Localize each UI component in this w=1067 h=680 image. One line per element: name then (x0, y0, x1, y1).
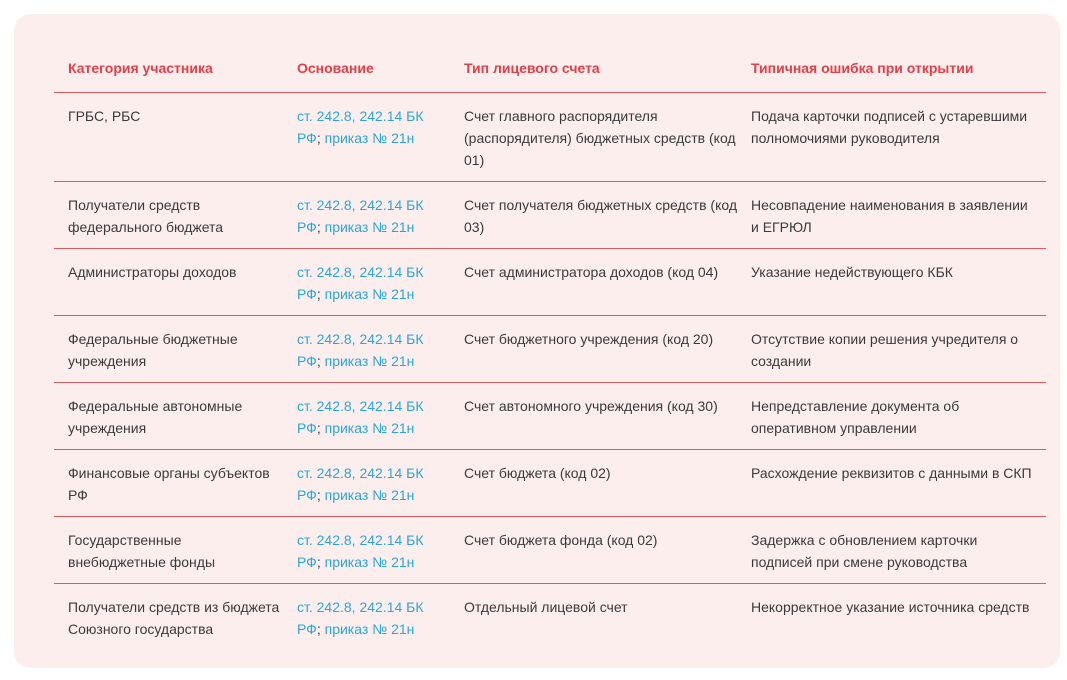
cell-category: ГРБС, РБС (54, 93, 297, 182)
cell-category: Получатели средств из бюджета Союзного государства (68, 599, 280, 637)
cell-typical-error: Подача карточки подписей с устаревшими полномочиями руководителя (751, 93, 1046, 182)
basis-separator: ; (316, 487, 321, 503)
basis-link-order[interactable]: приказ № 21н (320, 219, 415, 235)
header-typical-error: Типичная ошибка при открытии (751, 44, 1046, 93)
cell-account-type: Счет автономного учреждения (код 30) (464, 383, 751, 450)
cell-typical-error: Непредставление документа об оперативном управлении (751, 383, 1046, 450)
basis-link-order[interactable]: приказ № 21н (320, 554, 415, 570)
cell-basis (297, 584, 464, 651)
basis-separator: ; (316, 554, 321, 570)
basis-link-bk[interactable]: ст. 242.8, 242.14 БК РФ (297, 331, 424, 369)
cell-category: Государственные внебюджетные фонды (54, 517, 297, 584)
table-row (54, 316, 1046, 383)
cell-account-type: Отдельный лицевой счет (464, 599, 628, 615)
cell-account-type: Счет бюджета (код 02) (464, 450, 751, 517)
basis-link-bk[interactable]: ст. 242.8, 242.14 БК РФ (297, 108, 424, 146)
basis-link-bk[interactable]: ст. 242.8, 242.14 БК РФ (297, 398, 424, 436)
basis-link-bk[interactable]: ст. 242.8, 242.14 БК РФ (297, 264, 424, 302)
cell-account-type: Счет получателя бюджетных средств (код 03) (464, 182, 751, 249)
basis-link-bk[interactable]: ст. 242.8, 242.14 БК РФ (297, 465, 424, 503)
basis-link-order[interactable]: приказ № 21н (320, 420, 415, 436)
cell-basis (297, 383, 464, 450)
basis-separator: ; (316, 286, 321, 302)
basis-separator: ; (316, 130, 321, 146)
table-row (54, 182, 1046, 249)
cell-basis (297, 517, 464, 584)
basis-separator: ; (316, 219, 321, 235)
table-header-row (54, 44, 1046, 93)
basis-link-order[interactable]: приказ № 21н (320, 286, 415, 302)
cell-category: Федеральные автономные учреждения (54, 383, 297, 450)
cell-typical-error: Некорректное указание источника средств (751, 599, 1030, 615)
basis-link-bk[interactable]: ст. 242.8, 242.14 БК РФ (297, 599, 424, 637)
cell-basis (297, 93, 464, 182)
cell-typical-error: Расхождение реквизитов с данными в СКП (751, 450, 1046, 517)
cell-typical-error: Несовпадение наименования в заявлении и ЕГРЮЛ (751, 182, 1046, 249)
table-row (54, 450, 1046, 517)
basis-link-order[interactable]: приказ № 21н (320, 353, 415, 369)
cell-basis (297, 249, 464, 316)
basis-separator: ; (316, 353, 321, 369)
table-card (14, 14, 1060, 668)
table-row (54, 517, 1046, 584)
cell-account-type: Счет администратора доходов (код 04) (464, 249, 751, 316)
cell-category: Финансовые органы субъектов РФ (54, 450, 297, 517)
basis-link-bk[interactable]: ст. 242.8, 242.14 БК РФ (297, 532, 424, 570)
basis-link-order[interactable]: приказ № 21н (320, 487, 415, 503)
basis-link-order[interactable]: приказ № 21н (320, 621, 415, 637)
cell-basis (297, 182, 464, 249)
basis-separator: ; (316, 621, 321, 637)
cell-account-type: Счет бюджета фонда (код 02) (464, 517, 751, 584)
basis-link-order[interactable]: приказ № 21н (320, 130, 415, 146)
cell-typical-error: Задержка с обновлением карточки подписей при смене руководства (751, 517, 1046, 584)
header-category: Категория участника (54, 44, 297, 93)
table-row (54, 249, 1046, 316)
table-row (54, 93, 1046, 182)
cell-category: Получатели средств федерального бюджета (54, 182, 297, 249)
cell-basis (297, 316, 464, 383)
cell-basis (297, 450, 464, 517)
cell-account-type: Счет главного распорядителя (распорядителя) бюджетных средств (код 01) (464, 93, 751, 182)
table-row (54, 584, 1046, 651)
cell-category: Администраторы доходов (54, 249, 297, 316)
cell-typical-error: Указание недействующего КБК (751, 249, 1046, 316)
cell-category: Федеральные бюджетные учреждения (54, 316, 297, 383)
cell-typical-error: Отсутствие копии решения учредителя о создании (751, 316, 1046, 383)
basis-separator: ; (316, 420, 321, 436)
cell-account-type: Счет бюджетного учреждения (код 20) (464, 316, 751, 383)
accounts-table (54, 44, 1046, 650)
basis-link-bk[interactable]: ст. 242.8, 242.14 БК РФ (297, 197, 424, 235)
table-row (54, 383, 1046, 450)
header-account-type: Тип лицевого счета (464, 44, 751, 93)
header-basis: Основание (297, 44, 464, 93)
